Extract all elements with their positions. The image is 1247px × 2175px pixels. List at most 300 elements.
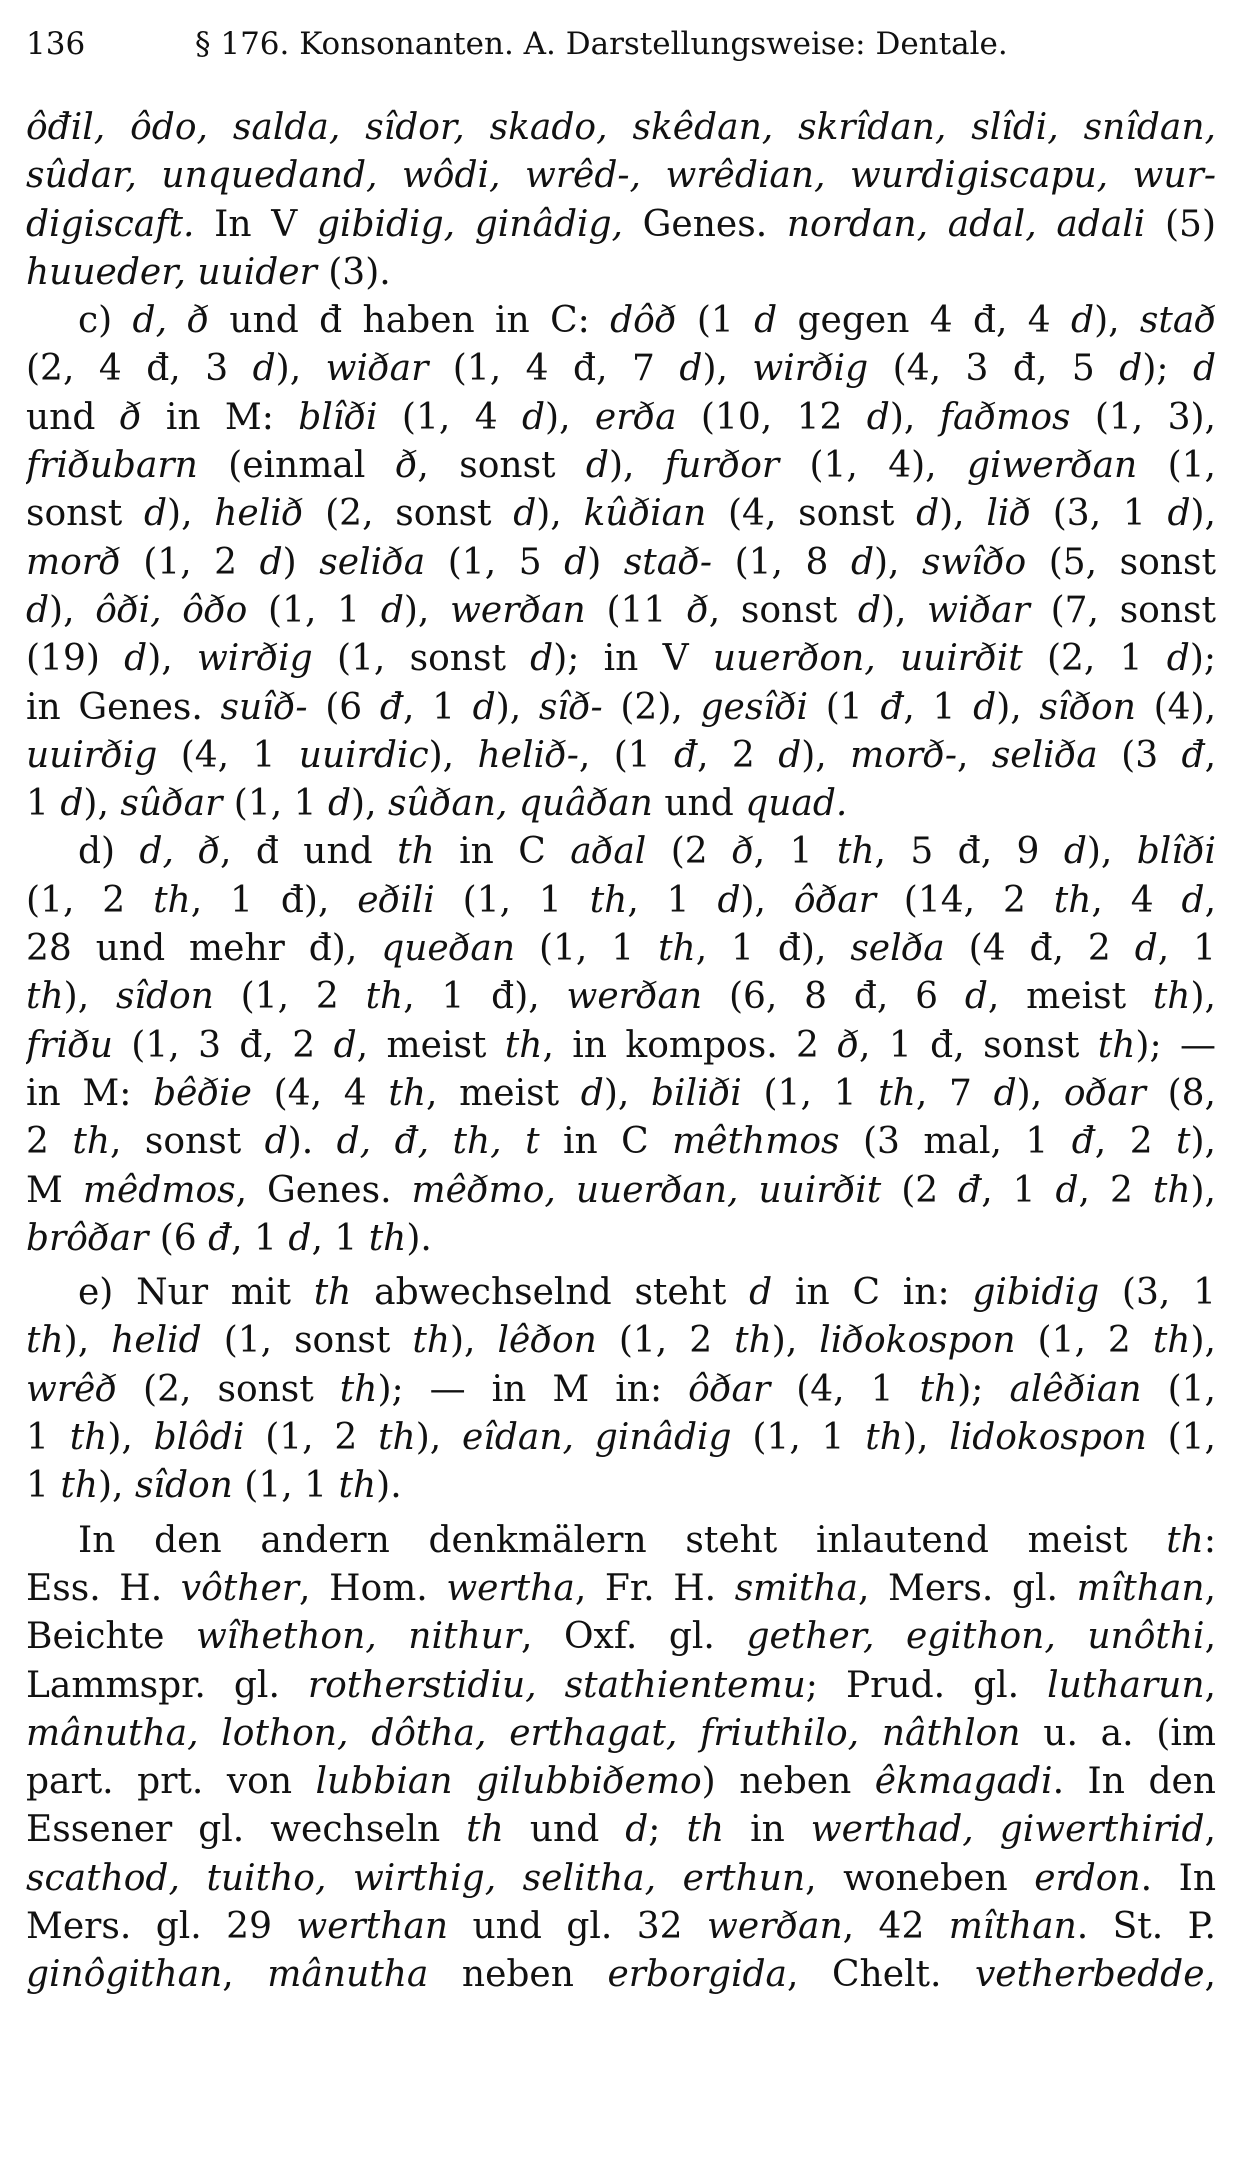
italic-word-form: erborgida xyxy=(607,1954,787,1996)
text-run: ), xyxy=(495,686,539,728)
italic-word-form: d xyxy=(754,300,778,342)
text-run: und xyxy=(503,1809,626,1851)
text-run: (1 xyxy=(808,686,881,728)
text-run: in M: xyxy=(141,396,299,438)
text-run: (1, 2 xyxy=(26,879,154,921)
italic-word-form: liðokospon xyxy=(819,1320,1016,1362)
text-run: (3). xyxy=(316,251,391,293)
text-run: ), xyxy=(428,734,478,776)
text-run: ); xyxy=(1142,348,1193,390)
italic-word-form: d xyxy=(1134,928,1158,970)
italic-word-form: d xyxy=(850,541,874,583)
italic-word-form: lidokospon xyxy=(949,1417,1147,1459)
italic-word-form: d xyxy=(1071,300,1095,342)
italic-word-form: d xyxy=(564,541,588,583)
italic-word-form: d, ð xyxy=(139,831,221,873)
italic-word-form: gether, egithon, unôthi xyxy=(746,1616,1205,1658)
italic-word-form: ôđil, ôdo, salda, sîdor, skado, skêdan, skrîdan, slîdi, snîdan, xyxy=(26,107,1216,148)
italic-word-form: d xyxy=(1167,493,1191,535)
italic-word-form: d xyxy=(1166,638,1190,680)
italic-word-form: d xyxy=(1181,879,1205,921)
italic-word-form: bêðie xyxy=(153,1072,252,1114)
italic-word-form: smitha xyxy=(734,1567,858,1609)
italic-word-form: mêthmos xyxy=(672,1121,840,1163)
text-run: und xyxy=(652,783,746,825)
text-run: 1 xyxy=(26,1465,61,1507)
text-run: , xyxy=(1204,1954,1216,1996)
italic-word-form: eîdan, ginâdig xyxy=(462,1417,732,1459)
text-run: (6 xyxy=(148,1217,209,1259)
text-line xyxy=(26,394,1216,442)
text-run: ) xyxy=(282,541,320,583)
text-run: in C in: xyxy=(772,1272,973,1314)
text-run: 2 xyxy=(26,1121,73,1163)
italic-word-form: dôð xyxy=(610,300,677,342)
text-run: , xyxy=(1204,1616,1216,1658)
italic-word-form: th xyxy=(1152,1169,1191,1211)
text-run: ), xyxy=(63,976,116,1018)
text-run: , 1 xyxy=(402,686,473,728)
text-run: (1, 3), xyxy=(1070,396,1216,438)
italic-word-form: sûdar, unquedand, wôdi, wrêd-, wrêdian, wurdigiscapu, wur- xyxy=(26,155,1216,197)
text-line xyxy=(26,973,1216,1021)
text-run: , xyxy=(956,734,992,776)
italic-word-form: d xyxy=(530,638,554,680)
italic-word-form: sîð- xyxy=(538,686,603,728)
text-line xyxy=(26,152,1216,200)
italic-word-form: morð xyxy=(26,541,121,583)
text-run: , 2 xyxy=(1094,1121,1177,1163)
text-run: ). xyxy=(406,1217,432,1259)
text-run: (2 xyxy=(881,1169,959,1211)
text-run: (1, 1 xyxy=(247,589,381,631)
text-run: , 42 xyxy=(842,1905,949,1947)
text-run: (2), xyxy=(602,686,701,728)
italic-word-form: d xyxy=(964,976,988,1018)
text-run: , 1 xyxy=(981,1169,1056,1211)
text-run: (8, xyxy=(1145,1072,1216,1114)
text-run: (1, 2 xyxy=(213,976,366,1018)
italic-word-form: th xyxy=(69,1417,108,1459)
italic-word-form: th xyxy=(1152,976,1191,1018)
text-run: , xyxy=(222,1954,268,1996)
text-run: , Fr. H. xyxy=(574,1567,735,1609)
italic-word-form: erdon xyxy=(1034,1857,1141,1899)
italic-word-form: mîthan xyxy=(1076,1567,1205,1609)
italic-word-form: d xyxy=(778,734,802,776)
text-line xyxy=(26,201,1216,249)
italic-word-form: selða xyxy=(850,928,945,970)
text-run: ), xyxy=(889,396,940,438)
italic-word-form: mêðmo, uuerðan, uuirðit xyxy=(411,1169,882,1211)
italic-word-form: ð xyxy=(395,445,418,487)
italic-word-form: d xyxy=(1119,348,1143,390)
text-run: ), xyxy=(608,445,665,487)
text-line xyxy=(26,1022,1216,1070)
italic-word-form: wîhethon, nithur xyxy=(195,1616,522,1658)
italic-word-form: d xyxy=(328,783,352,825)
text-run: , xyxy=(1204,1567,1216,1609)
italic-word-form: mânutha, lothon, dôtha, erthagat, friuthilo, nâthlon xyxy=(26,1712,1021,1754)
italic-word-form: vetherbedde xyxy=(974,1954,1205,1996)
text-run: ), xyxy=(450,1320,498,1362)
text-run: , (1 xyxy=(578,734,675,776)
text-run: , 1 xyxy=(1157,928,1216,970)
text-run: (1, xyxy=(1146,1417,1216,1459)
text-run: , 1 xyxy=(311,1217,369,1259)
text-run: (2, sonst xyxy=(303,493,514,535)
italic-word-form: wiðar xyxy=(927,589,1030,631)
italic-word-form: th xyxy=(1152,1320,1191,1362)
text-run: ), xyxy=(740,879,794,921)
italic-word-form: giwerðan xyxy=(967,445,1138,487)
italic-word-form: th xyxy=(365,976,404,1018)
text-run: ), xyxy=(415,1417,463,1459)
text-run: , 1 đ, sonst xyxy=(859,1024,1098,1066)
text-run: ), xyxy=(147,638,197,680)
text-run: ), xyxy=(939,493,987,535)
italic-word-form: d xyxy=(264,1121,288,1163)
italic-word-form: d, ð xyxy=(132,300,210,342)
body-text xyxy=(26,104,1216,2000)
text-run: ), xyxy=(167,493,215,535)
italic-word-form: blôdi xyxy=(153,1417,245,1459)
italic-word-form: uuirðig xyxy=(26,734,158,776)
text-line xyxy=(26,345,1216,393)
text-line xyxy=(26,297,1216,345)
text-line xyxy=(26,249,1216,297)
italic-word-form: d xyxy=(60,783,84,825)
italic-word-form: d xyxy=(259,541,283,583)
text-line xyxy=(26,1613,1216,1661)
text-run: , sonst xyxy=(708,589,858,631)
text-run: (1, 1 xyxy=(731,1417,866,1459)
text-run: (4 đ, 2 xyxy=(944,928,1135,970)
text-run: ), xyxy=(1086,831,1137,873)
text-run: (einmal xyxy=(197,445,396,487)
text-run: ), xyxy=(536,493,584,535)
italic-word-form: th xyxy=(836,831,875,873)
text-run: , in kompos. 2 xyxy=(542,1024,838,1066)
text-line xyxy=(26,1366,1216,1414)
italic-word-form: mêdmos xyxy=(82,1169,236,1211)
text-run: . In den xyxy=(1052,1761,1216,1803)
italic-word-form: gibidig xyxy=(972,1272,1100,1314)
text-run: (3 mal, 1 xyxy=(839,1121,1072,1163)
italic-word-form: th xyxy=(26,1320,64,1362)
text-run: (1, 2 xyxy=(120,541,260,583)
italic-word-form: sûðan, quâðan xyxy=(387,783,653,825)
text-run: (2, 1 xyxy=(1022,638,1167,680)
italic-word-form: th xyxy=(378,1417,416,1459)
italic-word-form: ð xyxy=(687,589,709,631)
italic-word-form: sîdon xyxy=(134,1465,233,1507)
text-line xyxy=(26,1118,1216,1166)
text-run: ), xyxy=(1190,1169,1216,1211)
text-run: (4, 1 xyxy=(770,1368,920,1410)
italic-word-form: th xyxy=(397,831,435,873)
text-run: (2, 4 đ, 3 xyxy=(26,348,253,390)
text-run: Mers. gl. 29 xyxy=(26,1905,297,1947)
running-head: § 176. Konsonanten. A. Darstellungsweise: Dentale. xyxy=(195,26,1008,62)
text-run: ), xyxy=(107,1417,154,1459)
italic-word-form: digiscaft. xyxy=(26,203,195,245)
text-run: ); xyxy=(957,1368,1010,1410)
text-run: (4, sonst xyxy=(706,493,917,535)
italic-word-form: lið xyxy=(986,493,1032,535)
text-run: ), xyxy=(902,1417,950,1459)
text-line xyxy=(26,1462,1216,1510)
text-run: , Mers. gl. xyxy=(857,1567,1077,1609)
text-line xyxy=(26,1903,1216,1951)
italic-word-form: helid xyxy=(111,1320,202,1362)
text-run: Essener gl. wechseln xyxy=(26,1809,467,1851)
text-run: Beichte xyxy=(26,1616,196,1658)
text-run: (1, 2 xyxy=(244,1417,379,1459)
text-run: , sonst xyxy=(417,445,586,487)
text-run: in Genes. xyxy=(26,686,221,728)
italic-word-form: d xyxy=(585,445,609,487)
text-run: , xyxy=(1204,734,1216,776)
italic-word-form: d xyxy=(143,493,168,535)
italic-word-form: th xyxy=(72,1121,111,1163)
text-run: : xyxy=(1203,1519,1216,1561)
italic-word-form: d xyxy=(1055,1169,1079,1211)
text-line xyxy=(26,1806,1216,1854)
italic-word-form: th xyxy=(368,1217,407,1259)
text-run: (19) xyxy=(26,638,125,680)
text-line xyxy=(26,1317,1216,1365)
text-line xyxy=(26,587,1216,635)
italic-word-form: kûðian xyxy=(583,493,707,535)
text-line xyxy=(26,1517,1216,1565)
italic-word-form: lubbian gilubbiðemo xyxy=(315,1761,702,1803)
italic-word-form: wertha xyxy=(446,1567,575,1609)
text-run: , 5 đ, 9 xyxy=(874,831,1064,873)
italic-word-form: seliða xyxy=(991,734,1098,776)
text-run: ), xyxy=(275,348,326,390)
italic-word-form: lutharun xyxy=(1047,1664,1205,1706)
italic-word-form: seliða xyxy=(319,541,426,583)
text-run: , 7 xyxy=(915,1072,994,1114)
italic-word-form: đ xyxy=(674,734,698,776)
text-line xyxy=(26,925,1216,973)
italic-word-form: th xyxy=(466,1809,504,1851)
text-run: , 1 xyxy=(903,686,974,728)
text-run: (1, 2 xyxy=(596,1320,735,1362)
text-run: ), xyxy=(403,589,451,631)
italic-word-form: d, đ, th, t xyxy=(336,1121,540,1163)
text-run: (1, 8 xyxy=(712,541,851,583)
text-line xyxy=(26,828,1216,876)
text-run: , 1 đ), xyxy=(403,976,567,1018)
italic-word-form: th xyxy=(412,1320,451,1362)
text-line xyxy=(26,877,1216,925)
italic-word-form: gesîði xyxy=(700,686,809,728)
italic-word-form: ð xyxy=(837,1024,860,1066)
text-run: ), xyxy=(603,1072,652,1114)
text-run: (4, 4 xyxy=(251,1072,389,1114)
italic-word-form: morð- xyxy=(850,734,957,776)
text-run: (1, 5 xyxy=(425,541,565,583)
text-run: ), xyxy=(1190,976,1216,1018)
text-run: (1, 4 xyxy=(377,396,522,438)
text-run: ); — xyxy=(1135,1024,1216,1066)
italic-word-form: d xyxy=(993,1072,1017,1114)
text-run: ; xyxy=(648,1809,687,1851)
text-run: (11 xyxy=(585,589,688,631)
italic-word-form: werthad, giwerthirid xyxy=(810,1809,1205,1851)
italic-word-form: ð xyxy=(732,831,754,873)
text-run: ); — in M in: xyxy=(377,1368,689,1410)
italic-word-form: sûðar xyxy=(120,783,223,825)
italic-word-form: đ xyxy=(208,1217,232,1259)
text-run: (1, 2 xyxy=(1015,1320,1153,1362)
text-run: (1, 4 đ, 7 xyxy=(428,348,680,390)
text-run: ), xyxy=(1190,493,1216,535)
text-line xyxy=(26,104,1216,152)
text-run: ), xyxy=(771,1320,820,1362)
italic-word-form: th xyxy=(919,1368,958,1410)
italic-word-form: helið xyxy=(214,493,304,535)
italic-word-form: wiðar xyxy=(325,348,429,390)
italic-word-form: d xyxy=(625,1809,649,1851)
text-run: (2, sonst xyxy=(117,1368,340,1410)
italic-word-form: d xyxy=(857,589,881,631)
italic-word-form: wirðig xyxy=(196,638,313,680)
italic-word-form: biliði xyxy=(651,1072,742,1114)
italic-word-form: th xyxy=(865,1417,903,1459)
text-line xyxy=(26,780,1216,828)
italic-word-form: ginôgithan xyxy=(26,1954,223,1996)
text-run: (5) xyxy=(1145,203,1216,245)
italic-word-form: th xyxy=(26,976,64,1018)
text-run: , 1 xyxy=(627,879,718,921)
text-run: 1 xyxy=(26,783,61,825)
italic-word-form: uuirdic xyxy=(298,734,429,776)
text-run: ), xyxy=(874,541,923,583)
italic-word-form: queðan xyxy=(381,928,516,970)
italic-word-form: uuerðon, uuirðit xyxy=(712,638,1023,680)
italic-word-form: d xyxy=(513,493,537,535)
text-run: ), xyxy=(98,1465,135,1507)
text-line xyxy=(26,1951,1216,1999)
italic-word-form: swîðo xyxy=(922,541,1027,583)
text-run: 1 xyxy=(26,1417,70,1459)
text-run: , 1 đ), xyxy=(695,928,851,970)
text-run: (1, 1 xyxy=(222,783,328,825)
text-line xyxy=(26,1565,1216,1613)
italic-word-form: d xyxy=(380,589,404,631)
text-run: (1, xyxy=(1141,1368,1216,1410)
text-run: M xyxy=(26,1169,83,1211)
italic-word-form: d xyxy=(580,1072,604,1114)
text-run: gegen 4 đ, 4 xyxy=(777,300,1072,342)
italic-word-form: friðu xyxy=(26,1024,113,1066)
italic-word-form: th xyxy=(734,1320,772,1362)
text-run: sonst xyxy=(26,493,144,535)
text-line xyxy=(26,635,1216,683)
italic-word-form: nordan, adal, adali xyxy=(786,203,1146,245)
text-run: ), xyxy=(83,783,121,825)
italic-word-form: aðal xyxy=(570,831,647,873)
text-run: ), xyxy=(1016,1072,1064,1114)
italic-word-form: wrêð xyxy=(26,1368,118,1410)
text-run: und xyxy=(26,396,120,438)
italic-word-form: gibidig, ginâdig, xyxy=(316,203,623,245)
text-run: , meist xyxy=(987,976,1153,1018)
italic-word-form: quad. xyxy=(745,783,848,825)
italic-word-form: ð xyxy=(119,396,142,438)
text-run: (1, 4), xyxy=(779,445,968,487)
italic-word-form: d xyxy=(916,493,940,535)
text-run: (4, 1 xyxy=(157,734,299,776)
text-run: , Genes. xyxy=(235,1169,412,1211)
italic-word-form: th xyxy=(686,1809,725,1851)
text-run: (4), xyxy=(1135,686,1216,728)
text-run: , xyxy=(1204,1809,1216,1851)
italic-word-form: werðan xyxy=(707,1905,843,1947)
text-run: . St. P. xyxy=(1076,1905,1216,1947)
italic-word-form: đ xyxy=(880,686,904,728)
text-run: , Oxf. gl. xyxy=(521,1616,747,1658)
text-run: , meist xyxy=(426,1072,581,1114)
text-run: (1 xyxy=(676,300,755,342)
italic-word-form: d xyxy=(252,348,276,390)
text-run: (3, 1 xyxy=(1099,1272,1216,1314)
text-line xyxy=(26,684,1216,732)
text-run: , 4 xyxy=(1091,879,1182,921)
text-run: e) Nur mit xyxy=(78,1272,314,1314)
italic-word-form: sîdon xyxy=(115,976,214,1018)
italic-word-form: d xyxy=(1063,831,1087,873)
italic-word-form: stað- xyxy=(623,541,713,583)
text-run: , xyxy=(1204,1664,1216,1706)
text-run: abwechselnd steht xyxy=(351,1272,750,1314)
italic-word-form: th xyxy=(1053,879,1092,921)
text-run: (2 xyxy=(646,831,733,873)
text-run: (3 xyxy=(1097,734,1182,776)
italic-word-form: th xyxy=(1097,1024,1136,1066)
text-line xyxy=(26,1269,1216,1317)
italic-word-form: th xyxy=(1166,1519,1204,1561)
text-run: (14, 2 xyxy=(875,879,1054,921)
text-run: (1, 1 xyxy=(232,1465,339,1507)
page-header xyxy=(26,24,1216,64)
text-run: in C xyxy=(434,831,571,873)
italic-word-form: đ xyxy=(379,686,403,728)
text-run: c) xyxy=(78,300,133,342)
text-run: ), xyxy=(1190,1320,1216,1362)
italic-word-form: d xyxy=(124,638,148,680)
italic-word-form: th xyxy=(338,1465,377,1507)
text-run: (1, 1 xyxy=(434,879,590,921)
italic-word-form: th xyxy=(153,879,191,921)
text-line xyxy=(26,442,1216,490)
italic-word-form: d xyxy=(679,348,703,390)
text-line xyxy=(26,1414,1216,1462)
text-line xyxy=(26,1855,1216,1903)
italic-word-form: d xyxy=(749,1272,773,1314)
italic-word-form: helið- xyxy=(477,734,579,776)
text-run: ). xyxy=(287,1121,337,1163)
text-run: ), xyxy=(63,1320,112,1362)
text-run: (6 xyxy=(307,686,380,728)
text-line xyxy=(26,1662,1216,1710)
text-run: (1, sonst xyxy=(312,638,531,680)
italic-word-form: th xyxy=(388,1072,427,1114)
italic-word-form: th xyxy=(339,1368,378,1410)
